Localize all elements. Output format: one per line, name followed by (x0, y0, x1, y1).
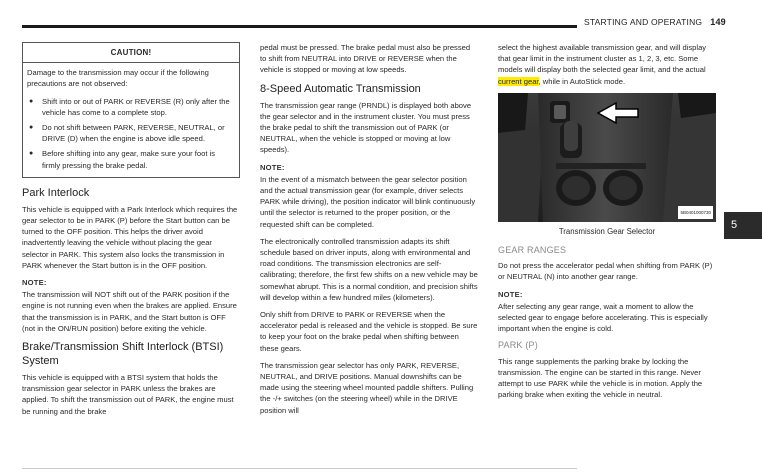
caution-intro: Damage to the transmission may occur if the following precautions are not observed: (27, 68, 209, 89)
park-interlock-note: The transmission will NOT shift out of the PARK position if the engine is not running even when the brakes are applied. Ensure that the transmission is in PARK, and the Start button is OFF (not in the ON/RUN position) before exiting the vehicle. (22, 290, 237, 333)
chapter-tab: 5 (724, 212, 762, 239)
page-number: 149 (710, 17, 726, 27)
autostick-text: select the highest available transmission gear, and will display that gear limit in the instrument cluster as 1, 2, 3, etc. Some models will display both the selected gear limit, and the actual current gear, while in AutoStick mode. (498, 43, 707, 86)
park-heading: PARK (P) (498, 340, 538, 351)
gear-selector-illustration (498, 93, 716, 222)
continuation-text: pedal must be pressed. The brake pedal must also be pressed to shift from NEUTRAL into DRIVE or REVERSE when the vehicle is stopped or moving at low speeds. (260, 43, 471, 75)
gear-selector-photo (498, 93, 716, 222)
btsi-heading: Brake/Transmission Shift Interlock (BTSI) System (22, 341, 224, 368)
header-rule (22, 25, 577, 28)
caution-box (22, 42, 240, 178)
btsi-body: This vehicle is equipped with a BTSI system that holds the transmission gear selector in PARK unless the brakes are applied. To shift the transmission out of PARK, the engine must be running and the brake (22, 373, 234, 416)
caution-item: ● Before shifting into any gear, make sure your foot is firmly pressing the brake pedal. (27, 148, 235, 170)
bottom-rule (22, 468, 577, 469)
caution-list (27, 96, 235, 171)
caution-item: ● Shift into or out of PARK or REVERSE (R) only after the vehicle has come to a complete stop. (27, 96, 235, 118)
transmission-p2: The electronically controlled transmission adapts its shift schedule based on driver inputs, along with environmental and road conditions. The transmission electronics are self-calibrating; therefore, the first few shifts on a new vehicle may be somewhat abrupt. This is a normal condition, and precision shifts will develop within a few hundred miles (kilometers). (260, 236, 478, 302)
gear-ranges-heading: GEAR RANGES (498, 245, 567, 256)
caution-body (23, 63, 239, 177)
transmission-p1: The transmission gear range (PRNDL) is displayed both above the gear selector and in the instrument cluster. You must press the brake pedal to shift the transmission out of PARK (or NEUTRAL, when the vehicle is stopped or moving at low speeds). (260, 100, 472, 155)
column-middle (260, 42, 478, 422)
caution-item: ● Do not shift between PARK, REVERSE, NEUTRAL, or DRIVE (D) when the engine is above idle speed. (27, 122, 235, 144)
caution-title: CAUTION! (23, 43, 239, 63)
note-label: NOTE: (498, 289, 523, 299)
gear-ranges-note: After selecting any gear range, wait a moment to allow the selected gear to engage before accelerating. This is especially important when the engine is cold. (498, 301, 708, 334)
note-label: NOTE: (260, 162, 285, 172)
figure-code: 5B0401000730 (678, 206, 713, 219)
transmission-p4: The transmission gear selector has only PARK, REVERSE, NEUTRAL, and DRIVE positions. Manual downshifts can be made using the steering wheel mounted paddle shifters. Pulling the -/+ switches (on the steering wheel) while in the DRIVE position will (260, 360, 474, 415)
section-title: STARTING AND OPERATING (584, 17, 703, 27)
park-body: This range supplements the parking brake by locking the transmission. The engine can be started in this range. Never attempt to use PARK while the vehicle is in motion. Apply the parking brake when exiting the vehicle in neutral. (498, 356, 703, 400)
column-right (498, 42, 716, 406)
transmission-heading: 8-Speed Automatic Transmission (260, 82, 421, 95)
transmission-p3: Only shift from DRIVE to PARK or REVERSE when the accelerator pedal is released and the vehicle is stopped. Be sure to keep your foot on the brake pedal when shifting between these gears. (260, 310, 478, 353)
highlighted-text: current gear (498, 76, 539, 86)
gear-ranges-body: Do not press the accelerator pedal when shifting from PARK (P) or NEUTRAL (N) into another gear range. (498, 261, 713, 282)
transmission-note: In the event of a mismatch between the gear selector position and the actual transmission gear (for example, driver selects PARK while driving), the position indicator will blink continuously until the selector is returned to the proper position, or the requested shift can be completed. (260, 174, 476, 229)
column-left (22, 42, 240, 423)
note-label: NOTE: (22, 278, 47, 288)
park-interlock-heading: Park Interlock (22, 186, 90, 199)
figure-caption: Transmission Gear Selector (558, 226, 656, 236)
running-header (584, 17, 726, 27)
park-interlock-body: This vehicle is equipped with a Park Interlock which requires the gear selector to be in PARK (P) before the Start button can be turned to the OFF position. This helps the driver avoid inadvertently leaving the vehicle without placing the gear selector in PARK. This system also locks the transmission in PARK whenever the Start button is in the OFF position. (22, 204, 238, 270)
